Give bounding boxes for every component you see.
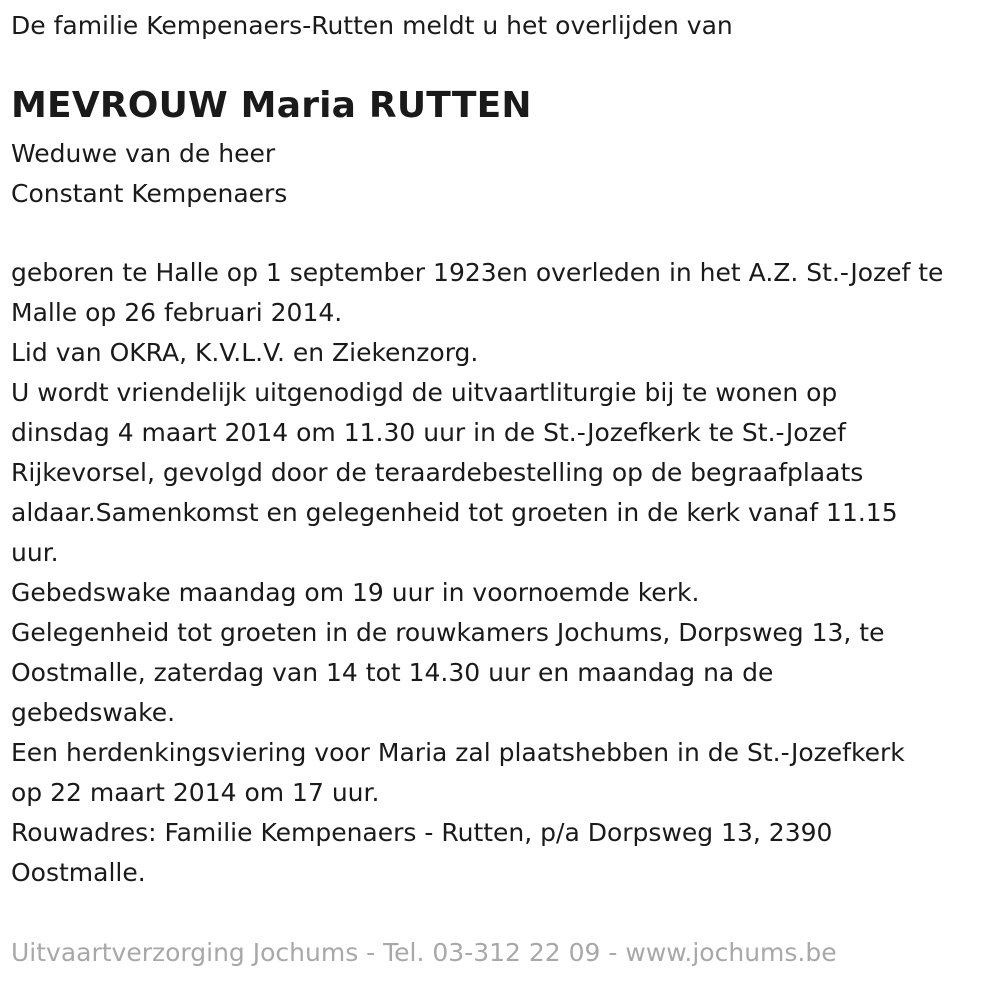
body-line: Malle op 26 februari 2014.	[11, 298, 343, 327]
body-line: U wordt vriendelijk uitgenodigd de uitvaartliturgie bij te wonen op	[11, 378, 838, 407]
body-line: Gebedswake maandag om 19 uur in voornoemde kerk.	[11, 578, 700, 607]
funeral-home-footer: Uitvaartverzorging Jochums - Tel. 03-312 22 09 - www.jochums.be	[11, 938, 837, 967]
body-line: uur.	[11, 538, 59, 567]
intro-text: De familie Kempenaers-Rutten meldt u het overlijden van	[11, 11, 733, 40]
spouse-info	[11, 134, 287, 214]
deceased-name: MEVROUW Maria RUTTEN	[11, 85, 532, 126]
body-line: aldaar.Samenkomst en gelegenheid tot groeten in de kerk vanaf 11.15	[11, 498, 898, 527]
body-line: Rouwadres: Familie Kempenaers - Rutten, p/a Dorpsweg 13, 2390	[11, 818, 833, 847]
body-line: op 22 maart 2014 om 17 uur.	[11, 778, 380, 807]
body-line: geboren te Halle op 1 september 1923en overleden in het A.Z. St.-Jozef te	[11, 258, 944, 287]
body-line: gebedswake.	[11, 698, 176, 727]
body-line: Gelegenheid tot groeten in de rouwkamers Jochums, Dorpsweg 13, te	[11, 618, 885, 647]
body-line: Oostmalle, zaterdag van 14 tot 14.30 uur en maandag na de	[11, 658, 774, 687]
body-line: Een herdenkingsviering voor Maria zal plaatshebben in de St.-Jozefkerk	[11, 738, 905, 767]
body-line: Rijkevorsel, gevolgd door de teraardebestelling op de begraafplaats	[11, 458, 864, 487]
notice-body	[11, 253, 996, 893]
spouse-line: Weduwe van de heer	[11, 139, 276, 168]
spouse-line: Constant Kempenaers	[11, 179, 288, 208]
body-line: dinsdag 4 maart 2014 om 11.30 uur in de St.-Jozefkerk te St.-Jozef	[11, 418, 846, 447]
body-line: Lid van OKRA, K.V.L.V. en Ziekenzorg.	[11, 338, 479, 367]
body-line: Oostmalle.	[11, 858, 146, 887]
